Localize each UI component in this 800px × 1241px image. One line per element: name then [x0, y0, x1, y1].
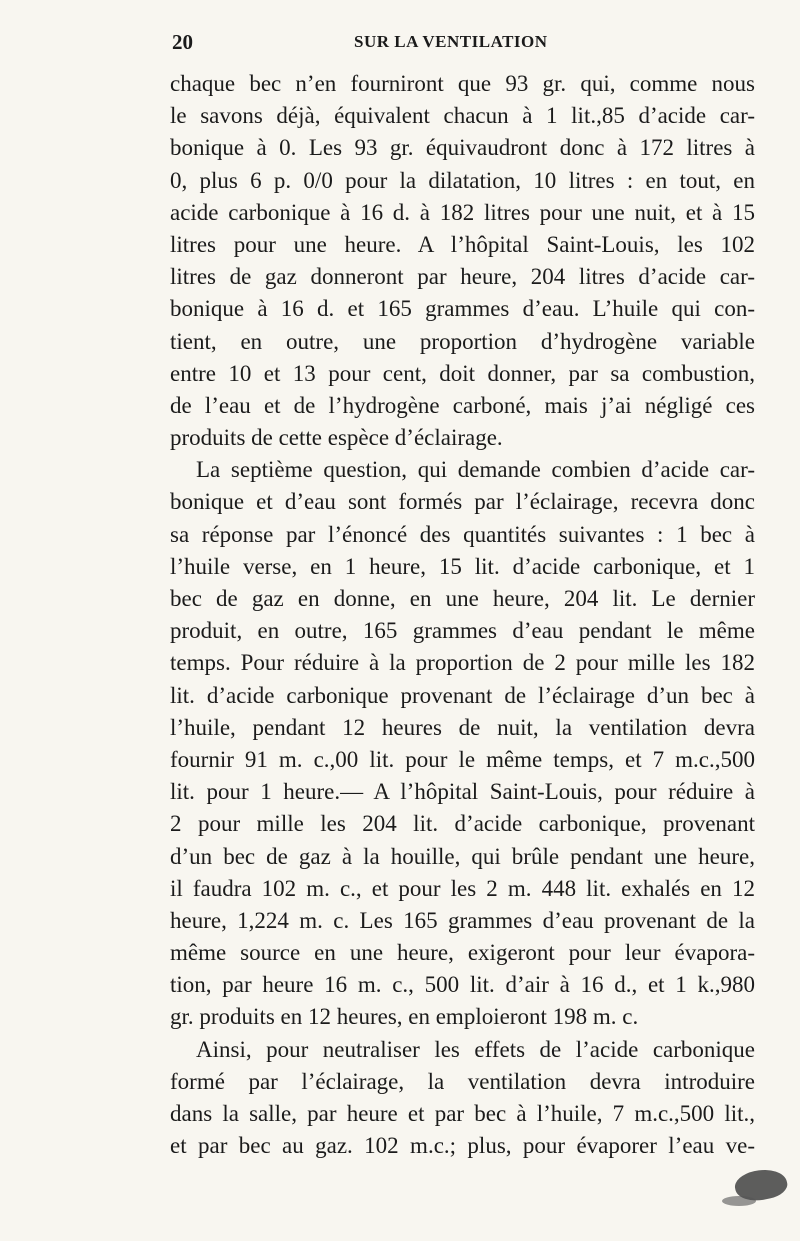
- text-line: et par bec au gaz. 102 m.c.; plus, pour évaporer l’eau ve-: [170, 1133, 755, 1159]
- page-number: 20: [172, 30, 193, 54]
- text-line: formé par l’éclairage, la ventilation devra introduire: [170, 1068, 755, 1094]
- text-line: bec de gaz en donne, en une heure, 204 lit. Le dernier: [170, 586, 755, 611]
- text-line: litres de gaz donneront par heure, 204 litres d’acide car-: [170, 264, 755, 290]
- text-line: bonique à 0. Les 93 gr. équivaudront donc à 172 litres à: [170, 135, 755, 161]
- ink-smudge: [722, 1196, 756, 1206]
- text-line: 2 pour mille les 204 lit. d’acide carbonique, provenant: [170, 811, 755, 837]
- page-header: [172, 30, 756, 58]
- text-line: de l’eau et de l’hydrogène carboné, mais j’ai négligé ces: [170, 392, 755, 418]
- text-line: temps. Pour réduire à la proportion de 2 pour mille les 182: [170, 650, 755, 676]
- text-line: tient, en outre, une proportion d’hydrogène variable: [170, 328, 755, 354]
- text-line: fournir 91 m. c.,00 lit. pour le même temps, et 7 m.c.,500: [170, 746, 755, 772]
- paragraph-start-line: Ainsi, pour neutraliser les effets de l’acide carbonique: [196, 1036, 755, 1062]
- text-line: il faudra 102 m. c., et pour les 2 m. 448 lit. exhalés en 12: [170, 875, 755, 901]
- text-line: gr. produits en 12 heures, en emploieront 198 m. c.: [170, 1004, 639, 1030]
- body-text: [170, 68, 755, 1162]
- text-line: le savons déjà, équivalent chacun à 1 lit.,85 d’acide car-: [170, 103, 755, 129]
- text-line: produits de cette espèce d’éclairage.: [170, 425, 503, 451]
- text-line: tion, par heure 16 m. c., 500 lit. d’air à 16 d., et 1 k.,980: [170, 972, 755, 998]
- text-line: même source en une heure, exigeront pour leur évapora-: [170, 940, 755, 966]
- text-line: acide carbonique à 16 d. à 182 litres pour une nuit, et à 15: [170, 199, 755, 225]
- text-line: chaque bec n’en fourniront que 93 gr. qui, comme nous: [170, 71, 755, 96]
- text-line: produit, en outre, 165 grammes d’eau pendant le même: [170, 618, 755, 644]
- paragraph-start-line: La septième question, qui demande combien d’acide car-: [196, 457, 755, 483]
- text-line: bonique et d’eau sont formés par l’éclairage, recevra donc: [170, 489, 755, 515]
- text-line: lit. pour 1 heure.— A l’hôpital Saint-Louis, pour réduire à: [170, 779, 755, 805]
- text-line: l’huile verse, en 1 heure, 15 lit. d’acide carbonique, et 1: [170, 553, 755, 579]
- text-line: 0, plus 6 p. 0/0 pour la dilatation, 10 litres : en tout, en: [170, 167, 755, 193]
- running-head: SUR LA VENTILATION: [354, 32, 548, 51]
- text-line: bonique à 16 d. et 165 grammes d’eau. L’huile qui con-: [170, 296, 755, 322]
- text-line: sa réponse par l’énoncé des quantités suivantes : 1 bec à: [170, 521, 755, 547]
- text-line: heure, 1,224 m. c. Les 165 grammes d’eau provenant de la: [170, 907, 755, 933]
- text-line: l’huile, pendant 12 heures de nuit, la ventilation devra: [170, 714, 755, 740]
- text-line: dans la salle, par heure et par bec à l’huile, 7 m.c.,500 lit.,: [170, 1101, 755, 1126]
- text-line: litres pour une heure. A l’hôpital Saint-Louis, les 102: [170, 231, 755, 257]
- text-line: lit. d’acide carbonique provenant de l’éclairage d’un bec à: [170, 682, 755, 708]
- text-line: d’un bec de gaz à la houille, qui brûle pendant une heure,: [170, 843, 755, 869]
- text-line: entre 10 et 13 pour cent, doit donner, par sa combustion,: [170, 360, 755, 386]
